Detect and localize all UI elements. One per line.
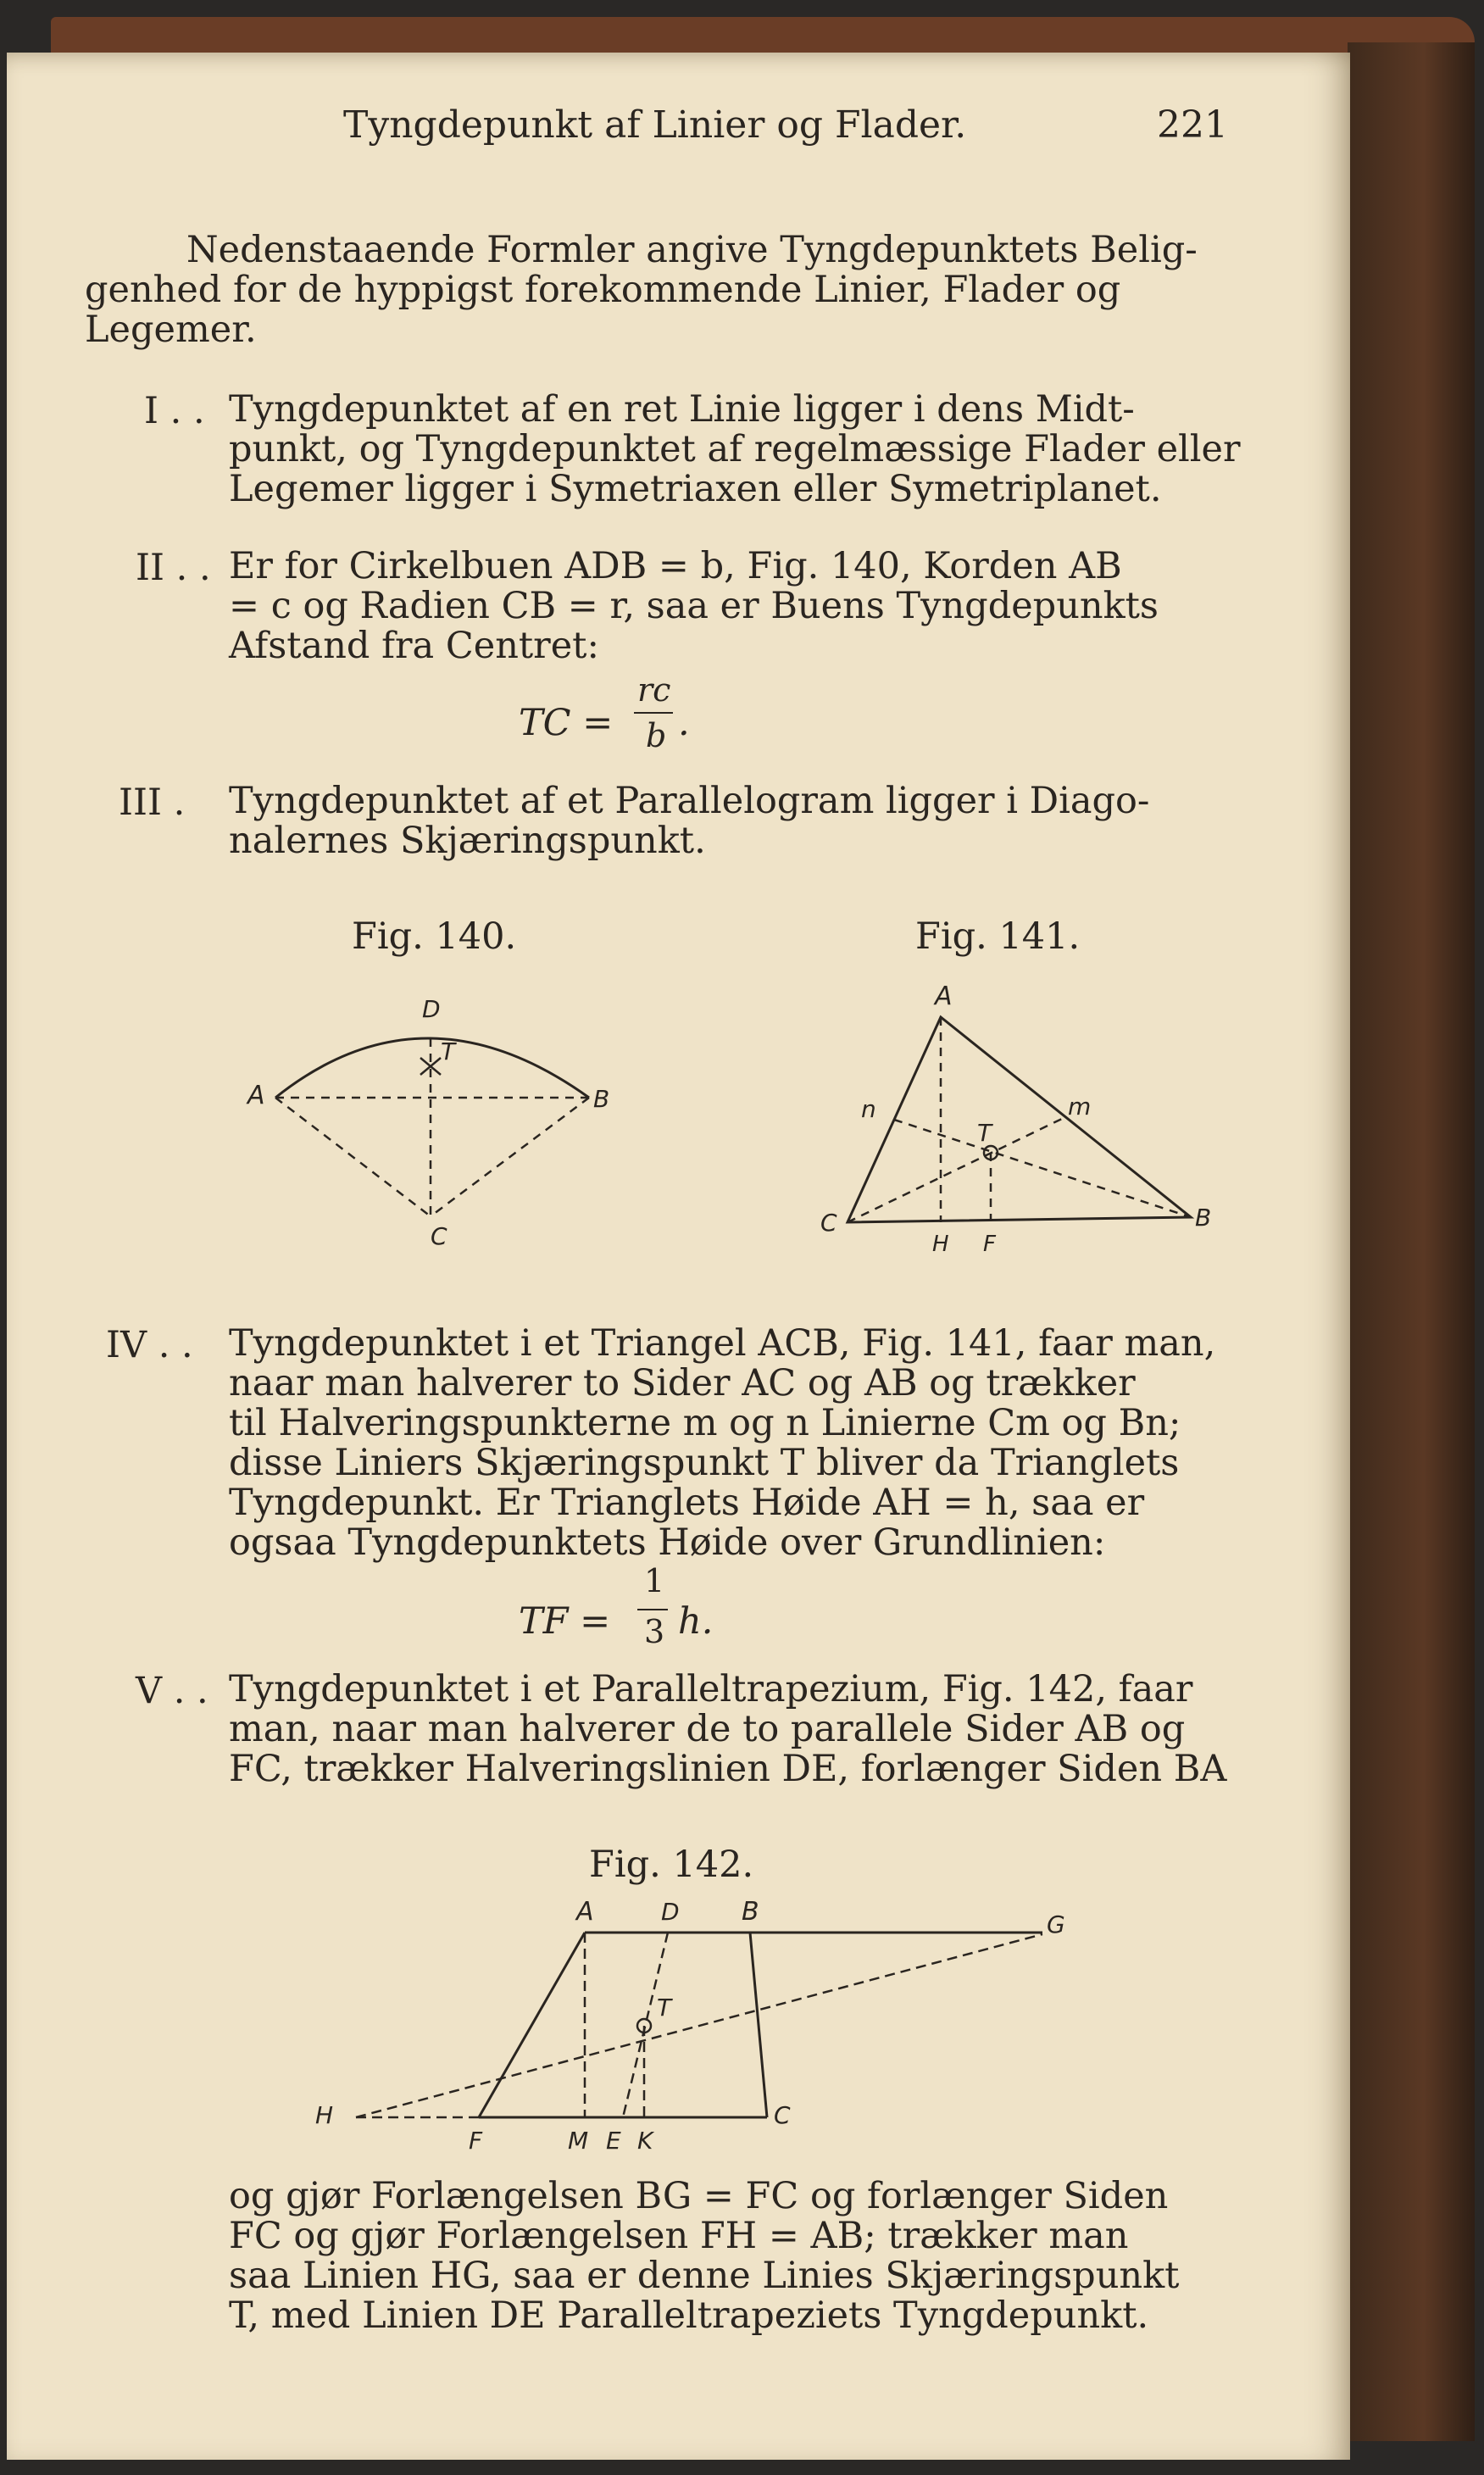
- label-f: F: [469, 2127, 483, 2155]
- book-cover-edge: [1348, 42, 1475, 2441]
- triangle-acb: [848, 1017, 1191, 1222]
- label-b: B: [593, 1085, 610, 1113]
- section-text: Tyngdepunktet i et Triangel ACB, Fig. 141, faar man, naar man halverer to Sider AC og AB og trækker til Halveringspunkterne m og n Linierne Cm og Bn; disse Liniers Skjæringspunkt T bliver da Trianglets Tyngdepunkt. Er Trianglets Høide AH = h, saa er ogsaa Tyngdepunktets Høide over Grundlinien:: [229, 1322, 1216, 1564]
- closing-paragraph: og gjør Forlængelsen BG = FC og forlænger Siden FC og gjør Forlængelsen FH = AB; trækker man saa Linien HG, saa er denne Linies Skjæringspunkt T, med Linien DE Paralleltrapeziets Tyngdepunkt.: [229, 2175, 1180, 2337]
- midline-de: [623, 1933, 668, 2117]
- label-g: G: [1047, 1910, 1065, 1938]
- section-number: IV . .: [106, 1324, 193, 1366]
- label-t: T: [441, 1037, 456, 1065]
- label-a: A: [247, 1081, 265, 1110]
- side-bc: [750, 1933, 767, 2117]
- fig140-caption: Fig. 140.: [352, 915, 517, 958]
- label-a: A: [935, 982, 953, 1011]
- fig140-circle-segment-diagram: [237, 992, 636, 1246]
- label-a: A: [576, 1897, 594, 1927]
- label-n: n: [861, 1095, 876, 1123]
- label-d: D: [661, 1898, 680, 1926]
- label-c: C: [820, 1209, 837, 1237]
- label-t: T: [977, 1119, 992, 1147]
- line-hg: [356, 1934, 1042, 2117]
- radius-ac: [275, 1098, 431, 1216]
- fraction-bar: [634, 712, 673, 714]
- section-number: I . .: [144, 390, 205, 432]
- section-number: II . .: [136, 547, 211, 589]
- section-text: Tyngdepunktet i et Paralleltrapezium, Fig. 142, faar man, naar man halverer de to parallele Sider AB og FC, trækker Halveringslinien DE, forlænger Siden BA: [229, 1668, 1227, 1790]
- label-b: B: [1195, 1204, 1212, 1232]
- label-t: T: [657, 1994, 672, 2022]
- section-number: V . .: [136, 1670, 208, 1712]
- radius-bc: [431, 1098, 589, 1216]
- side-af: [479, 1933, 585, 2117]
- fig142-caption: Fig. 142.: [589, 1844, 754, 1886]
- median-cm: [848, 1117, 1065, 1222]
- median-bn: [894, 1120, 1191, 1217]
- page-number: 221: [1157, 103, 1228, 147]
- fraction-bar: [637, 1609, 668, 1610]
- label-d: D: [422, 995, 441, 1023]
- intro-paragraph: Nedenstaaende Formler angive Tyngdepunktets Belig- genhed for de hyppigst forekommende Linier, Flader og Legemer.: [85, 229, 1198, 351]
- label-k: K: [637, 2127, 653, 2155]
- running-head: Tyngdepunkt af Linier og Flader.: [343, 103, 967, 147]
- label-c: C: [774, 2101, 791, 2129]
- label-e: E: [606, 2127, 621, 2155]
- label-h: H: [315, 2101, 334, 2129]
- section-text: Tyngdepunktet af en ret Linie ligger i dens Midt- punkt, og Tyngdepunktet af regelmæssige Flader eller Legemer ligger i Symetriaxen eller Symetriplanet.: [229, 388, 1241, 510]
- fig142-trapezium-diagram: [305, 1890, 1068, 2161]
- section-text: Er for Cirkelbuen ADB = b, Fig. 140, Korden AB = c og Radien CB = r, saa er Buens Tyngdepunkts Afstand fra Centret:: [229, 545, 1159, 667]
- section-text: Tyngdepunktet af et Parallelogram ligger i Diago- nalernes Skjæringspunkt.: [229, 780, 1150, 862]
- label-f: F: [983, 1232, 996, 1257]
- section-number: III .: [119, 781, 186, 824]
- fig141-triangle-diagram: [814, 975, 1229, 1263]
- label-m: M: [568, 2127, 589, 2155]
- label-c: C: [431, 1222, 447, 1246]
- label-b: B: [742, 1897, 759, 1927]
- fig141-caption: Fig. 141.: [915, 915, 1081, 958]
- label-m: m: [1068, 1093, 1092, 1121]
- label-h: H: [932, 1232, 949, 1257]
